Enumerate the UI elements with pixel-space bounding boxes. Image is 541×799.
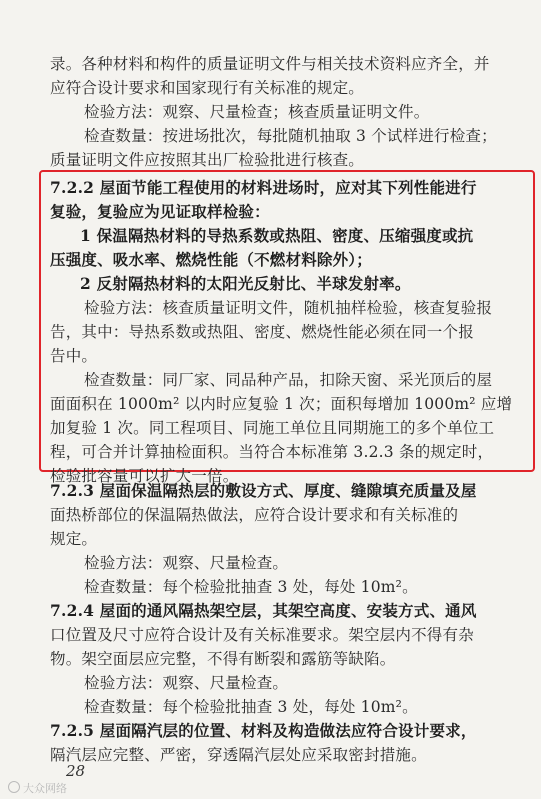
text-line: 告中。 xyxy=(50,347,98,365)
text-line: 告，其中：导热系数或热阻、密度、燃烧性能必须在同一个报 xyxy=(50,323,474,341)
text-line: 检查数量：每个检验批抽查 3 处，每处 10m²。 xyxy=(84,578,418,596)
text-line: 检查数量：每个检验批抽查 3 处，每处 10m²。 xyxy=(84,698,418,716)
list-item: 1 保温隔热材料的导热系数或热阻、密度、压缩强度或抗 xyxy=(80,226,474,245)
text-line: 规定。 xyxy=(50,530,98,548)
page-number: 28 xyxy=(66,762,86,780)
text-line: 程，可合并计算抽检面积。当符合本标准第 3.2.3 条的规定时， xyxy=(50,443,494,461)
list-item: 2 反射隔热材料的太阳光反射比、半球发射率。 xyxy=(80,274,411,293)
text-line: 加复验 1 次。同工程项目、同施工单位且同期施工的多个单位工 xyxy=(50,419,495,437)
clause-heading: 7.2.3 屋面保温隔热层的敷设方式、厚度、缝隙填充质量及屋 xyxy=(50,481,477,500)
watermark xyxy=(8,780,67,796)
text-line: 物。架空面层应完整，不得有断裂和露筋等缺陷。 xyxy=(50,650,396,668)
text-line: 面热桥部位的保温隔热做法，应符合设计要求和有关标准的 xyxy=(50,506,459,524)
clause-heading: 7.2.2 屋面节能工程使用的材料进场时，应对其下列性能进行 xyxy=(50,178,477,197)
text-line: 应符合设计要求和国家现行有关标准的规定。 xyxy=(50,79,365,97)
text-line: 检验方法：观察、尺量检查。 xyxy=(84,674,289,692)
text-line: 检验方法：核查质量证明文件，随机抽样检验，核查复验报 xyxy=(84,299,493,317)
text-line: 检验方法：观察、尺量检查。 xyxy=(84,554,289,572)
clause-heading: 7.2.5 屋面隔汽层的位置、材料及构造做法应符合设计要求， xyxy=(50,721,477,740)
watermark-text: 大众网络 xyxy=(23,782,67,795)
text-line: 检查数量：按进场批次，每批随机抽取 3 个试样进行检查； xyxy=(84,127,497,145)
text-line: 质量证明文件应按照其出厂检验批进行核查。 xyxy=(50,151,365,169)
text-line: 检验批容量可以扩大一倍。 xyxy=(50,467,239,485)
text-line: 检验方法：观察、尺量检查；核查质量证明文件。 xyxy=(84,103,430,121)
clause-heading: 7.2.4 屋面的通风隔热架空层，其架空高度、安装方式、通风 xyxy=(50,601,477,620)
text-line: 录。各种材料和构件的质量证明文件与相关技术资料应齐全，并 xyxy=(50,55,490,73)
list-item-cont: 压强度、吸水率、燃烧性能（不燃材料除外）； xyxy=(50,250,372,269)
clause-text: 复验，复验应为见证取样检验： xyxy=(50,202,270,221)
text-line: 隔汽层应完整、严密，穿透隔汽层处应采取密封措施。 xyxy=(50,746,427,764)
watermark-logo-icon xyxy=(8,781,20,793)
text-line: 检查数量：同厂家、同品种产品，扣除天窗、采光顶后的屋 xyxy=(84,371,493,389)
text-line: 面面积在 1000m² 以内时应复验 1 次；面积每增加 1000m² 应增 xyxy=(50,395,513,413)
text-line: 口位置及尺寸应符合设计及有关标准要求。架空层内不得有杂 xyxy=(50,626,474,644)
